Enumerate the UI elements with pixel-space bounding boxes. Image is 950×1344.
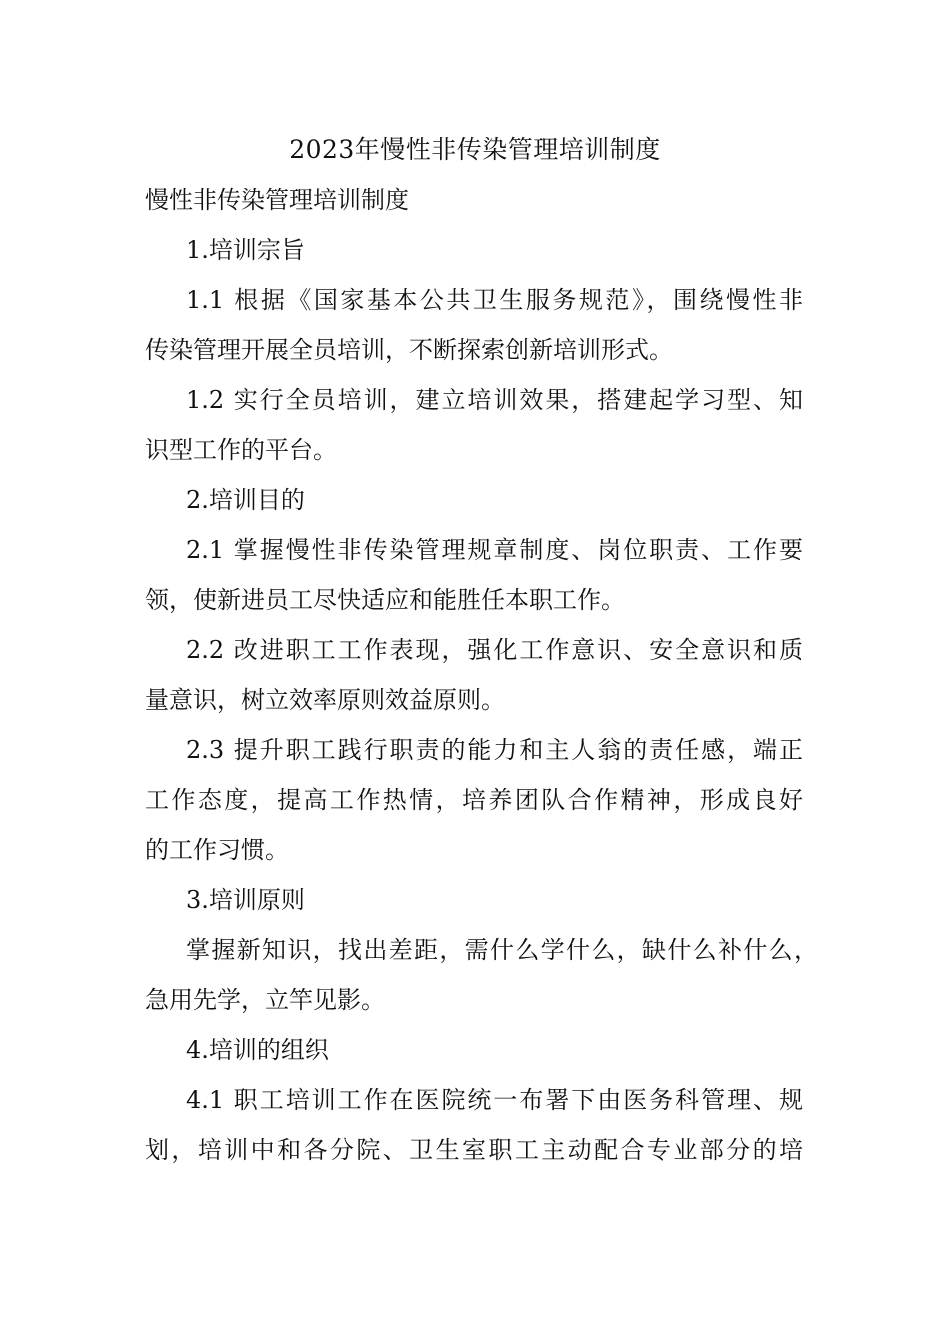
paragraph-line: 2.1 掌握慢性非传染管理规章制度、岗位职责、工作要 <box>186 536 803 564</box>
paragraph-line: 划，培训中和各分院、卫生室职工主动配合专业部分的培 <box>145 1136 803 1164</box>
document-title: 2023年慢性非传染管理培训制度 <box>289 135 661 164</box>
paragraph-line: 识型工作的平台。 <box>145 436 337 464</box>
paragraph-line: 1.2 实行全员培训，建立培训效果，搭建起学习型、知 <box>186 386 803 414</box>
paragraph-line: 掌握新知识，找出差距，需什么学什么，缺什么补什么， <box>186 936 818 964</box>
heading-2: 2.培训目的 <box>186 486 305 514</box>
heading-4: 4.培训的组织 <box>186 1036 329 1064</box>
paragraph-line: 工作态度，提高工作热情，培养团队合作精神，形成良好 <box>145 786 803 814</box>
paragraph-line: 4.1 职工培训工作在医院统一布署下由医务科管理、规 <box>186 1086 803 1114</box>
paragraph-line: 急用先学，立竿见影。 <box>145 986 385 1014</box>
paragraph-line: 2.3 提升职工践行职责的能力和主人翁的责任感，端正 <box>186 736 803 764</box>
paragraph-line: 领，使新进员工尽快适应和能胜任本职工作。 <box>145 586 625 614</box>
paragraph-line: 2.2 改进职工工作表现，强化工作意识、安全意识和质 <box>186 636 803 664</box>
heading-1: 1.培训宗旨 <box>186 236 305 264</box>
section-heading: 慢性非传染管理培训制度 <box>145 186 409 214</box>
paragraph-line: 量意识，树立效率原则效益原则。 <box>145 686 505 714</box>
heading-3: 3.培训原则 <box>186 886 305 914</box>
paragraph-line: 1.1 根据《国家基本公共卫生服务规范》，围绕慢性非 <box>186 286 803 314</box>
paragraph-line: 的工作习惯。 <box>145 836 289 864</box>
paragraph-line: 传染管理开展全员培训，不断探索创新培训形式。 <box>145 336 673 364</box>
